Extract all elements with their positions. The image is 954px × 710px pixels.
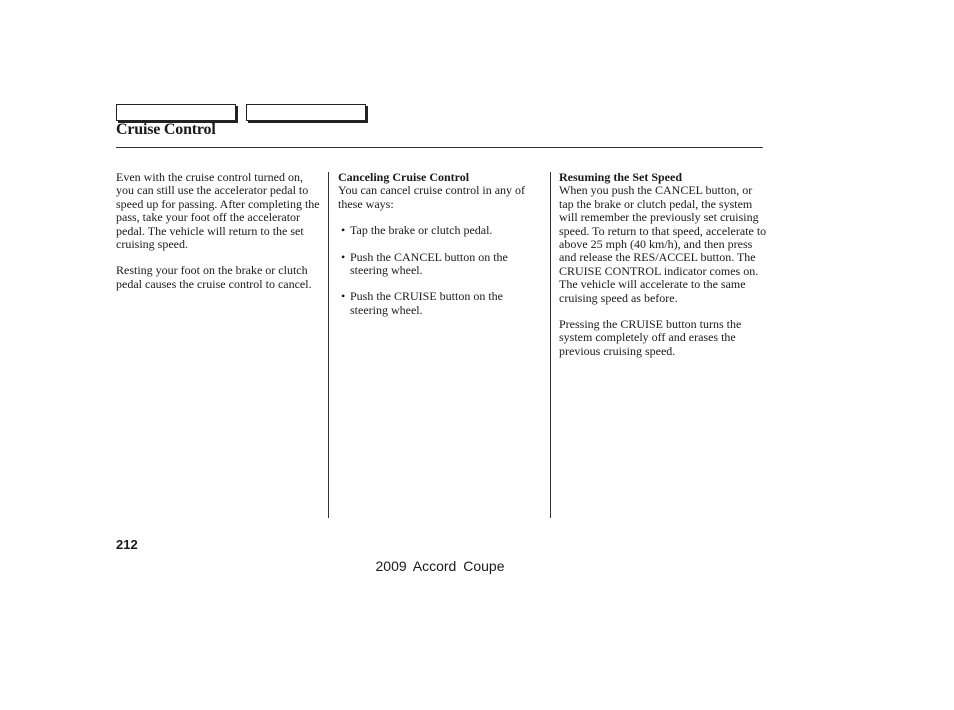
bullet-item-3 (338, 290, 543, 317)
nav-tab-button-2[interactable] (246, 104, 366, 121)
bullet-icon: • (341, 223, 346, 238)
middle-column (338, 171, 543, 330)
bullet-item-2 (338, 251, 543, 278)
bullet-icon: • (341, 249, 346, 264)
right-paragraph-2: Pressing the CRUISE button turns the system completely off and erases the previous cruising speed. (559, 317, 742, 358)
bullet-text: Push the CRUISE button on the steering wheel. (350, 289, 504, 317)
left-paragraph-1: Even with the cruise control turned on, you can still use the accelerator pedal to speed up for passing. After completing the pass, take your foot off the accelerator pedal. The vehicle will return to the set cruising speed. (116, 170, 320, 252)
left-paragraph-2: Resting your foot on the brake or clutch pedal causes the cruise control to cancel. (116, 263, 312, 291)
page-number: 212 (116, 537, 138, 552)
title-divider (116, 147, 763, 148)
bullet-text: Push the CANCEL button on the steering wheel. (350, 249, 508, 278)
column-divider-1 (328, 172, 329, 518)
canceling-heading: Canceling Cruise Control (338, 170, 470, 184)
right-column (559, 171, 769, 371)
canceling-intro: You can cancel cruise control in any of these ways: (338, 183, 526, 211)
bullet-item-1 (338, 224, 543, 237)
resuming-heading: Resuming the Set Speed (559, 170, 683, 184)
manual-title: 2009 Accord Coupe (375, 558, 505, 574)
column-divider-2 (550, 172, 551, 518)
page-title: Cruise Control (116, 121, 216, 138)
nav-tab-button-1[interactable] (116, 104, 236, 121)
bullet-icon: • (341, 289, 346, 304)
bullet-text: Tap the brake or clutch pedal. (350, 223, 493, 238)
right-paragraph-1: When you push the CANCEL button, or tap the brake or clutch pedal, the system will remember the previously set cruising speed. To return to that speed, accelerate to above 25 mph (40 km/h), and then press and release the RES/ACCEL button. The CRUISE CONTROL indicator comes on. The vehicle will accelerate to the same cruising speed as before. (559, 183, 767, 305)
left-column (116, 171, 321, 304)
